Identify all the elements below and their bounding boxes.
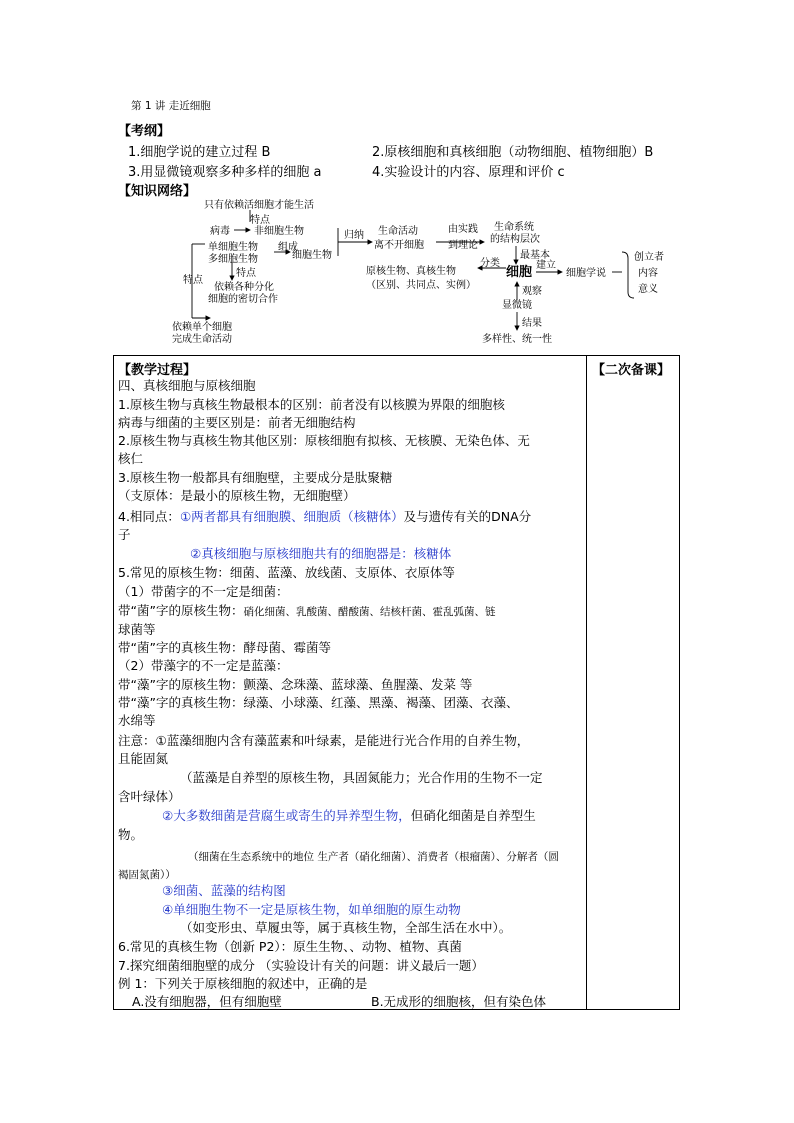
line-note1-paren-b: 含叶绿体）: [118, 789, 181, 804]
line-jun-pro-b: 球菌等: [118, 622, 156, 637]
line-note1-paren: （蓝藻是自养型的原核生物，具固氮能力；光合作用的生物不一定: [180, 770, 543, 785]
diag-build: 建立: [536, 260, 556, 271]
line-note4: ④单细胞生物不一定是原核生物，如单细胞的原生动物: [162, 902, 461, 917]
diag-form: 组成: [278, 242, 298, 253]
line-zao-eu: 带“藻”字的真核生物：绿藻、小球藻、红藻、黑藻、褐藻、团藻、衣藻、: [118, 695, 519, 710]
diag-feature2: 特点: [236, 268, 256, 279]
outline-item-4: 4.实验设计的内容、原理和评价 c: [372, 165, 565, 180]
diag-microscope: 显微镜: [502, 300, 532, 311]
line-3b: （支原体：是最小的原核生物，无细胞壁）: [118, 488, 356, 503]
line-2: 2.原核生物与真核生物其他区别：原核细胞有拟核、无核膜、无染色体、无: [118, 433, 530, 448]
line-4-blue: ①两者都具有细胞膜、细胞质（核糖体）: [179, 509, 404, 524]
table-divider: [586, 355, 587, 1010]
kaogang-heading: 【考纲】: [118, 124, 171, 139]
diag-multicell: 多细胞生物: [208, 254, 258, 265]
diag-only-live: 只有依赖活细胞才能生活: [204, 200, 314, 211]
line-note2-rest: 但硝化细菌是自养型生: [410, 808, 536, 823]
line-4b: 子: [118, 527, 131, 542]
line-3: 3.原核生物一般都具有细胞壁，主要成分是肽聚糖: [118, 470, 393, 485]
line-5-1: （1）带菌字的不一定是细菌：: [118, 584, 289, 599]
diag-unicell: 单细胞生物: [208, 242, 258, 253]
line-eco2: 褐固氮菌））: [118, 869, 176, 881]
diag-cell-org: 细胞生物: [292, 250, 332, 261]
line-zao-pro: 带“藻”字的原核生物：颤藻、念珠藻、蓝球藻、鱼腥藻、发菜 等: [118, 677, 473, 692]
diag-depend-diff1: 依赖各种分化: [214, 282, 274, 293]
line-1b: 病毒与细菌的主要区别是：前者无细胞结构: [118, 415, 356, 430]
diag-feature1: 特点: [250, 215, 270, 226]
line-4c: ②真核细胞与原核细胞共有的细胞器是：核糖体: [190, 546, 452, 561]
line-note2-b: 物。: [118, 827, 144, 842]
line-note4-paren: （如变形虫、草履虫等，属于真核生物，全部生活在水中）。: [180, 920, 512, 935]
diag-practice2: 到理论: [448, 240, 478, 251]
line-5: 5.常见的原核生物：细菌、蓝藻、放线菌、支原体、衣原体等: [118, 565, 455, 580]
lesson-title: 第 1 讲 走近细胞: [131, 100, 211, 112]
diag-practice1: 由实践: [448, 224, 478, 235]
diag-result: 结果: [522, 318, 542, 329]
diag-content: 内容: [638, 268, 658, 279]
diag-pro-eu1: 原核生物、真核生物: [366, 266, 456, 277]
network-heading: 【知识网络】: [118, 184, 197, 199]
diag-induce: 归纳: [344, 230, 364, 241]
line-7: 7.探究细菌细胞壁的成分 （实验设计有关的问题：讲义最后一题）: [118, 958, 484, 973]
line-note2: [162, 807, 536, 825]
diag-depend-single2: 完成生命活动: [172, 334, 232, 345]
diag-theory: 细胞学说: [566, 268, 606, 279]
diag-founder: 创立者: [634, 252, 664, 263]
line-6: 6.常见的真核生物（创新 P2）：原生生物、、动物、植物、真菌: [118, 939, 462, 954]
line-eco1: （细菌在生态系统中的地位 生产者（硝化细菌）、消费者（根瘤菌）、分解者（圆: [188, 851, 559, 863]
diag-depend-diff2: 细胞的密切合作: [208, 294, 278, 305]
diag-most-basic: 最基本: [520, 250, 550, 261]
diag-system2: 的结构层次: [490, 234, 540, 245]
option-a: A.没有细胞器，但有细胞壁: [132, 994, 282, 1009]
backup-title: 【二次备课】: [592, 363, 671, 378]
diag-observe: 观察: [522, 286, 542, 297]
outline-item-2: 2.原核细胞和真核细胞（动物细胞、植物细胞）B: [372, 145, 654, 160]
line-jun-pro-list: 硝化细菌、乳酸菌、醋酸菌、结核杆菌、霍乱弧菌、链: [243, 606, 496, 618]
line-1: 1.原核生物与真核生物最根本的区别：前者没有以核膜为界限的细胞核: [118, 397, 505, 412]
line-jun-eu: 带“菌”字的真核生物：酵母菌、霉菌等: [118, 640, 331, 655]
line-jun-pro: [118, 602, 495, 621]
diag-depend-single1: 依赖单个细胞: [172, 322, 232, 333]
diag-noncell: 非细胞生物: [254, 226, 304, 237]
line-4-prefix: 4.相同点：: [118, 509, 180, 524]
line-note1-b: 且能固氮: [118, 751, 169, 766]
diag-life2: 离不开细胞: [374, 240, 424, 251]
line-note3: ③细菌、蓝藻的结构图: [162, 883, 286, 898]
line-note1: 注意：①蓝藻细胞内含有藻蓝素和叶绿素，是能进行光合作用的自养生物，: [118, 733, 530, 748]
diag-pro-eu2: （区别、共同点、实例）: [366, 280, 476, 291]
outline-item-1: 1.细胞学说的建立过程 B: [128, 145, 271, 160]
outline-item-3: 3.用显微镜观察多种多样的细胞 a: [128, 165, 322, 180]
diag-meaning: 意义: [638, 284, 658, 295]
line-section4: 四、真核细胞与原核细胞: [118, 378, 256, 393]
diag-cell: 细胞: [506, 265, 533, 280]
option-b: B.无成形的细胞核，但有染色体: [371, 994, 547, 1009]
diag-life1: 生命活动: [378, 226, 418, 237]
line-note2-blue: ②大多数细菌是营腐生或寄生的异养型生物，: [162, 808, 411, 823]
line-jun-pro-label: 带“菌”字的原核生物：: [118, 603, 244, 618]
diag-system1: 生命系统: [494, 222, 534, 233]
line-4: [118, 508, 531, 526]
line-zao-eu-b: 水绵等: [118, 713, 156, 728]
diag-virus: 病毒: [210, 226, 230, 237]
diag-diversity: 多样性、统一性: [482, 334, 552, 345]
line-4-suffix: 及与遗传有关的DNA分: [403, 509, 532, 524]
line-2b: 核仁: [118, 451, 144, 466]
line-zao-head: （2）带藻字的不一定是蓝藻：: [118, 658, 289, 673]
process-title: 【教学过程】: [118, 363, 197, 378]
line-example: 例 1：下列关于原核细胞的叙述中，正确的是: [118, 976, 368, 991]
diag-feature-side: 特点: [183, 275, 203, 286]
diag-classify: 分类: [480, 258, 500, 269]
knowledge-network-diagram: [0, 0, 794, 360]
